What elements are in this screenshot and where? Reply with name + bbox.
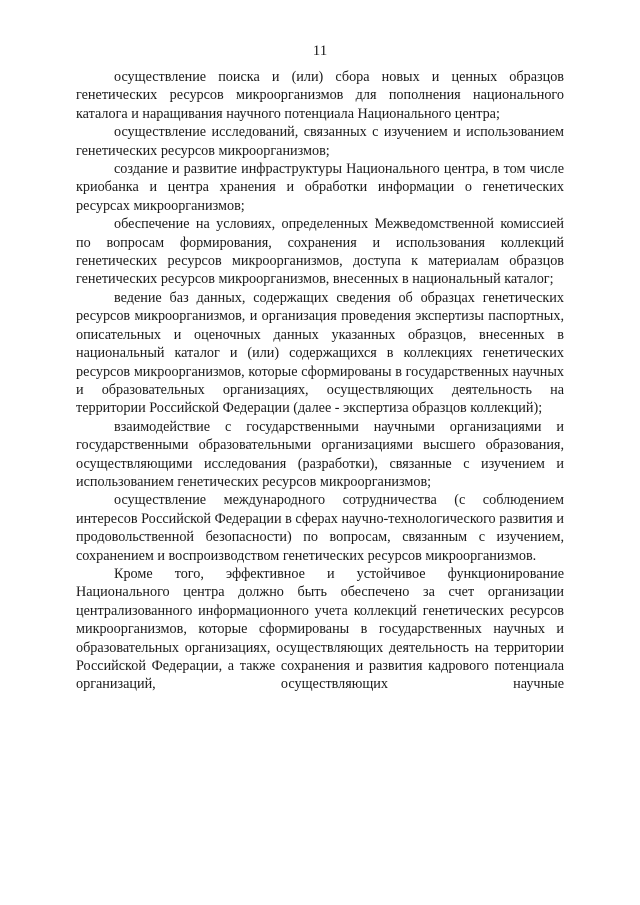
paragraph-infrastructure: создание и развитие инфраструктуры Национального центра, в том числе криобанка и центра хранения и обработки информации о генетических ресурсах микроорганизмов;: [76, 161, 564, 214]
paragraph-databases: ведение баз данных, содержащих сведения об образцах генетических ресурсов микроорганизмов, и организация проведения экспертизы паспортных, описательных и оценочных данных указанных образцов, внесенных в национальный каталог и (или) содержащихся в коллекциях генетических ресурсов микроорганизмов, которые сформированы в государственных научных и образовательных организациях, осуществляющих деятельность на территории Российской Федерации (далее - экспертиза образцов коллекций);: [76, 289, 564, 417]
paragraph-search-collection: осуществление поиска и (или) сбора новых и ценных образцов генетических ресурсов микроорганизмов для пополнения национального каталога и наращивания научного потенциала Национального центра;: [76, 69, 564, 122]
paragraph-international: осуществление международного сотрудничества (с соблюдением интересов Российской Федерации в сферах научно-технологического развития и продовольственной безопасности) по вопросам, связанным с изучением, сохранением и воспроизводством генетических ресурсов микроорганизмов.: [76, 492, 564, 564]
document-body: [76, 68, 564, 694]
page-number: 11: [312, 43, 328, 59]
paragraph-cooperation: взаимодействие с государственными научными организациями и государственными образовательными организациями высшего образования, осуществляющими исследования (разработки), связанные с изучением и использованием генетических ресурсов микроорганизмов;: [76, 418, 564, 490]
paragraph-functioning: Кроме того, эффективное и устойчивое функционирование Национального центра должно быть обеспечено за счет организации централизованного информационного учета коллекций генетических ресурсов микроорганизмов, которые сформированы в государственных научных и образовательных организациях, осуществляющих деятельность на территории Российской Федерации, а также сохранения и развития кадрового потенциала организаций, осуществляющих научные: [76, 565, 564, 693]
paragraph-access-provision: обеспечение на условиях, определенных Межведомственной комиссией по вопросам формирования, сохранения и использования коллекций генетических ресурсов микроорганизмов, доступа к материалам образцов генетических ресурсов микроорганизмов, внесенных в национальный каталог;: [76, 216, 564, 288]
paragraph-research: осуществление исследований, связанных с изучением и использованием генетических ресурсов микроорганизмов;: [76, 124, 564, 159]
